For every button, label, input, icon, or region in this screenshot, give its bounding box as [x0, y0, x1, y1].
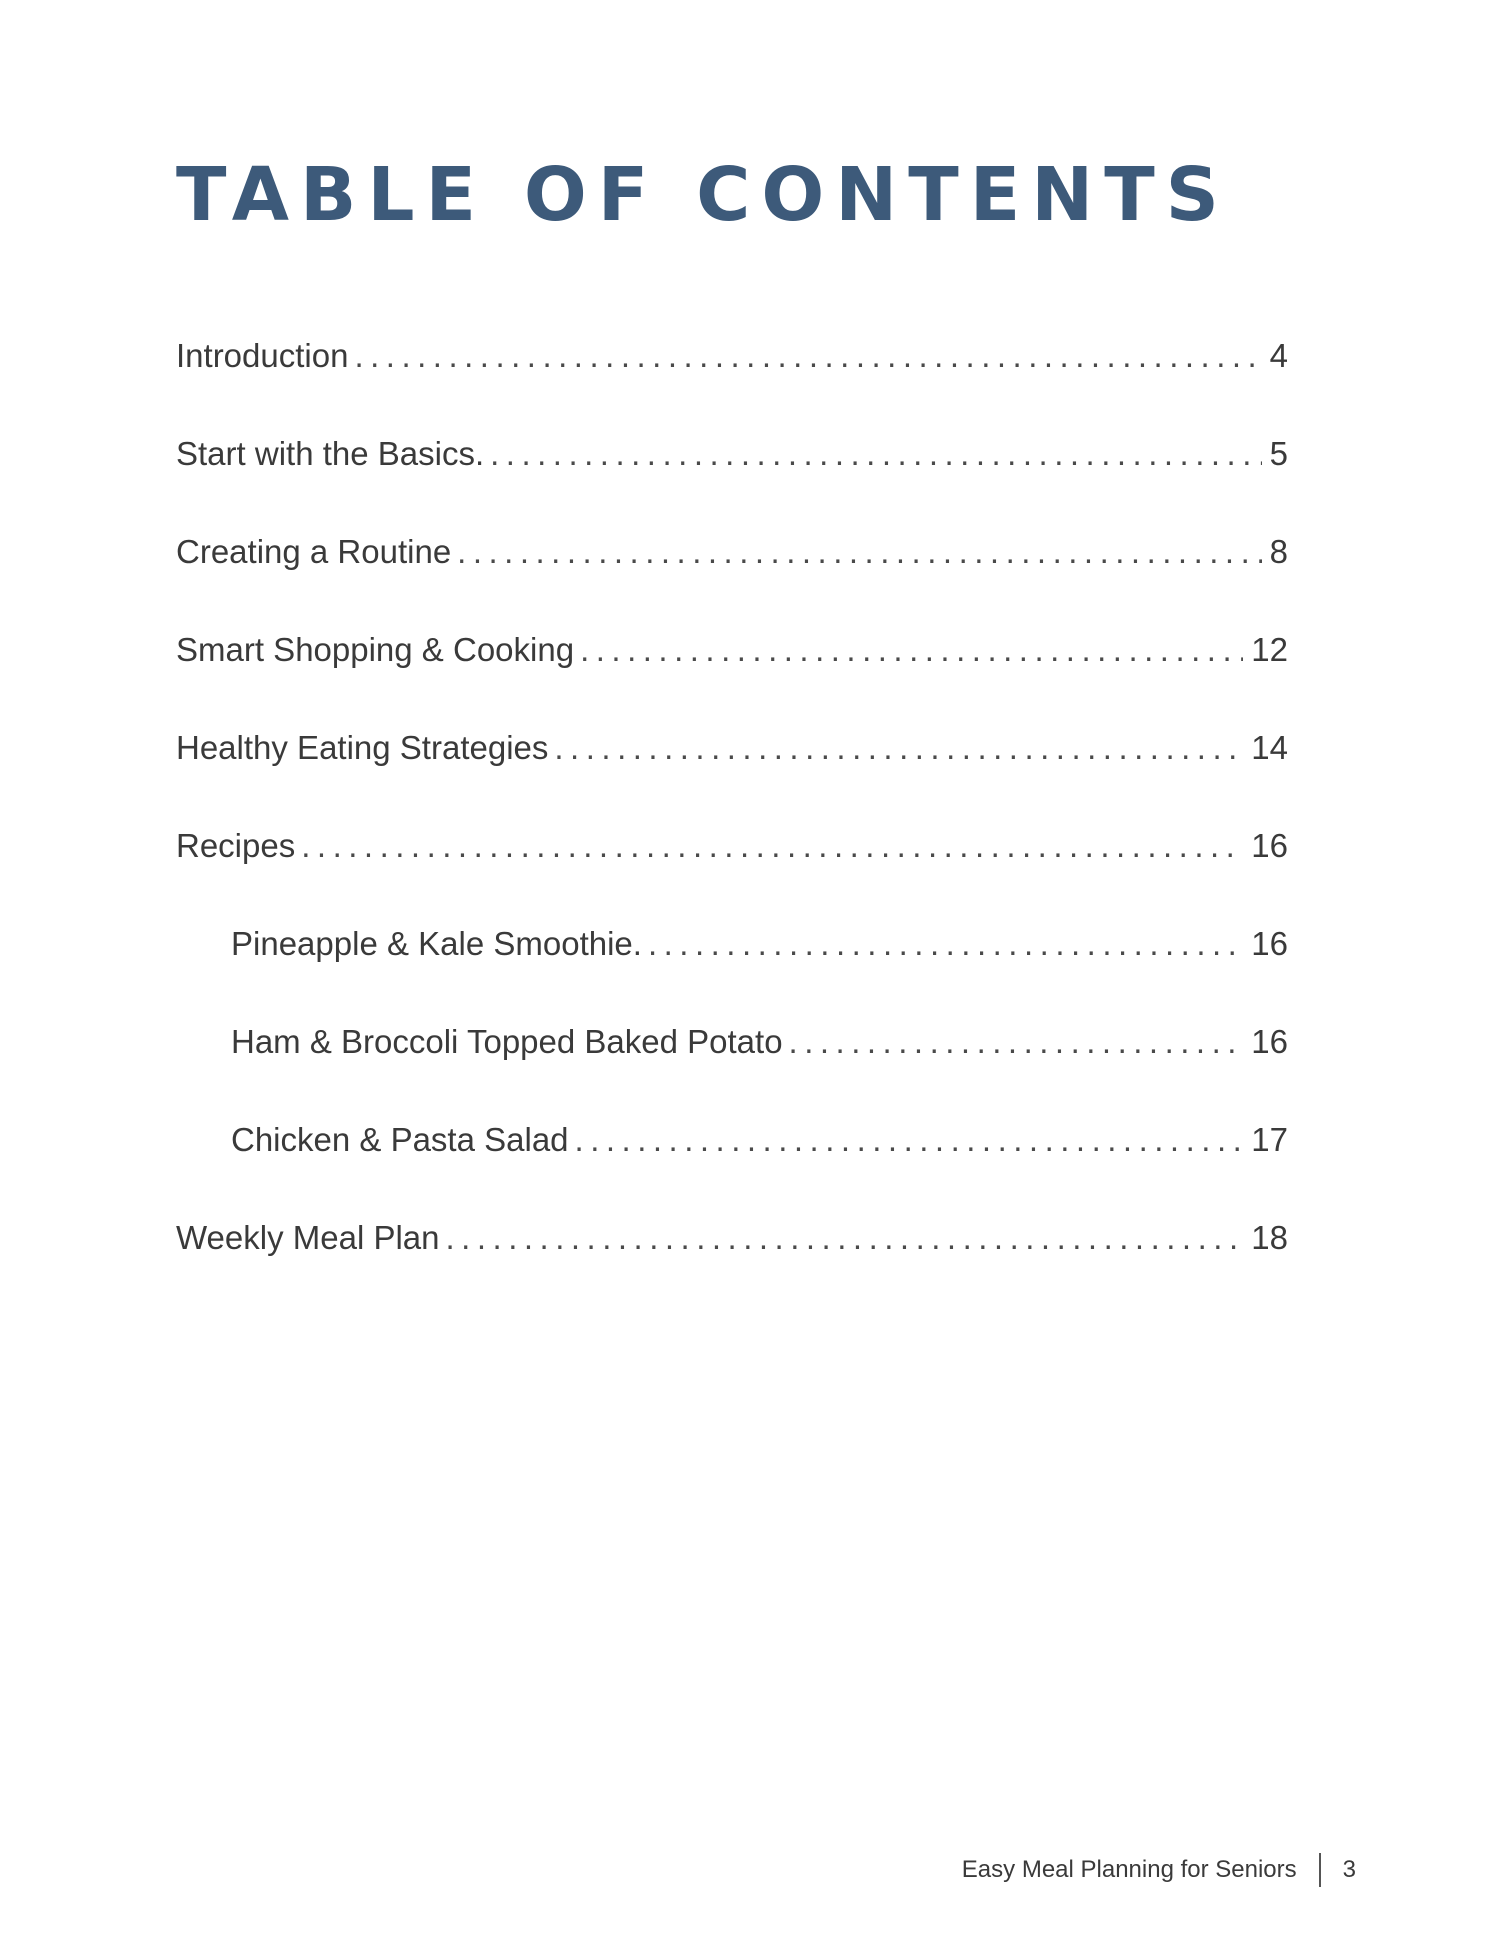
- toc-entry-weekly-meal-plan[interactable]: [176, 1218, 1288, 1316]
- toc-entry-label: Recipes: [176, 827, 296, 864]
- dot-leader: [575, 1120, 1244, 1160]
- toc-subentry-chicken-pasta-salad[interactable]: [176, 1120, 1288, 1218]
- toc-entry-recipes[interactable]: [176, 826, 1288, 924]
- dot-leader: [354, 336, 1261, 376]
- toc-subentry-pineapple-kale-smoothie[interactable]: [176, 924, 1288, 1022]
- toc-entry-page: 8: [1269, 533, 1288, 570]
- toc-entry-page: 12: [1251, 631, 1288, 668]
- page-title: TABLE OF CONTENTS: [176, 152, 1230, 238]
- toc-entry-introduction[interactable]: [176, 336, 1288, 434]
- toc-subentry-ham-broccoli-baked-potato[interactable]: [176, 1022, 1288, 1120]
- toc-entry-start-with-the-basics[interactable]: [176, 434, 1288, 532]
- toc-entry-page: 4: [1269, 337, 1288, 374]
- dot-leader: [580, 630, 1243, 670]
- dot-leader: [457, 532, 1261, 572]
- toc-entry-page: 17: [1251, 1121, 1288, 1158]
- toc-entry-page: 16: [1251, 925, 1288, 962]
- toc-entry-label: Creating a Routine: [176, 533, 452, 570]
- dot-leader: [789, 1022, 1244, 1062]
- dot-leader: [648, 924, 1243, 964]
- toc-entry-page: 16: [1251, 1023, 1288, 1060]
- toc-entry-page: 5: [1269, 435, 1288, 472]
- toc-entry-healthy-eating-strategies[interactable]: [176, 728, 1288, 826]
- footer-document-title: Easy Meal Planning for Seniors: [961, 1856, 1297, 1883]
- toc-entry-page: 18: [1251, 1219, 1288, 1256]
- toc-entry-label: Smart Shopping & Cooking: [176, 631, 575, 668]
- toc-entry-label: Chicken & Pasta Salad: [231, 1121, 569, 1158]
- page-footer: [962, 1853, 1356, 1887]
- toc-entry-label: Introduction: [176, 337, 349, 374]
- toc-entry-page: 16: [1251, 827, 1288, 864]
- toc-entry-label: Ham & Broccoli Topped Baked Potato: [231, 1023, 783, 1060]
- dot-leader: [446, 1218, 1244, 1258]
- toc-entry-label: Healthy Eating Strategies: [176, 729, 549, 766]
- footer-divider: [1319, 1853, 1321, 1887]
- toc-entry-label: Weekly Meal Plan: [176, 1219, 440, 1256]
- toc-entry-creating-a-routine[interactable]: [176, 532, 1288, 630]
- table-of-contents: [176, 336, 1288, 1316]
- dot-leader: [554, 728, 1243, 768]
- footer-page-number: 3: [1342, 1856, 1356, 1883]
- dot-leader: [490, 434, 1262, 474]
- dot-leader: [301, 826, 1243, 866]
- toc-entry-label: Pineapple & Kale Smoothie.: [231, 925, 642, 962]
- toc-entry-smart-shopping-cooking[interactable]: [176, 630, 1288, 728]
- toc-entry-label: Start with the Basics.: [176, 435, 485, 472]
- toc-entry-page: 14: [1251, 729, 1288, 766]
